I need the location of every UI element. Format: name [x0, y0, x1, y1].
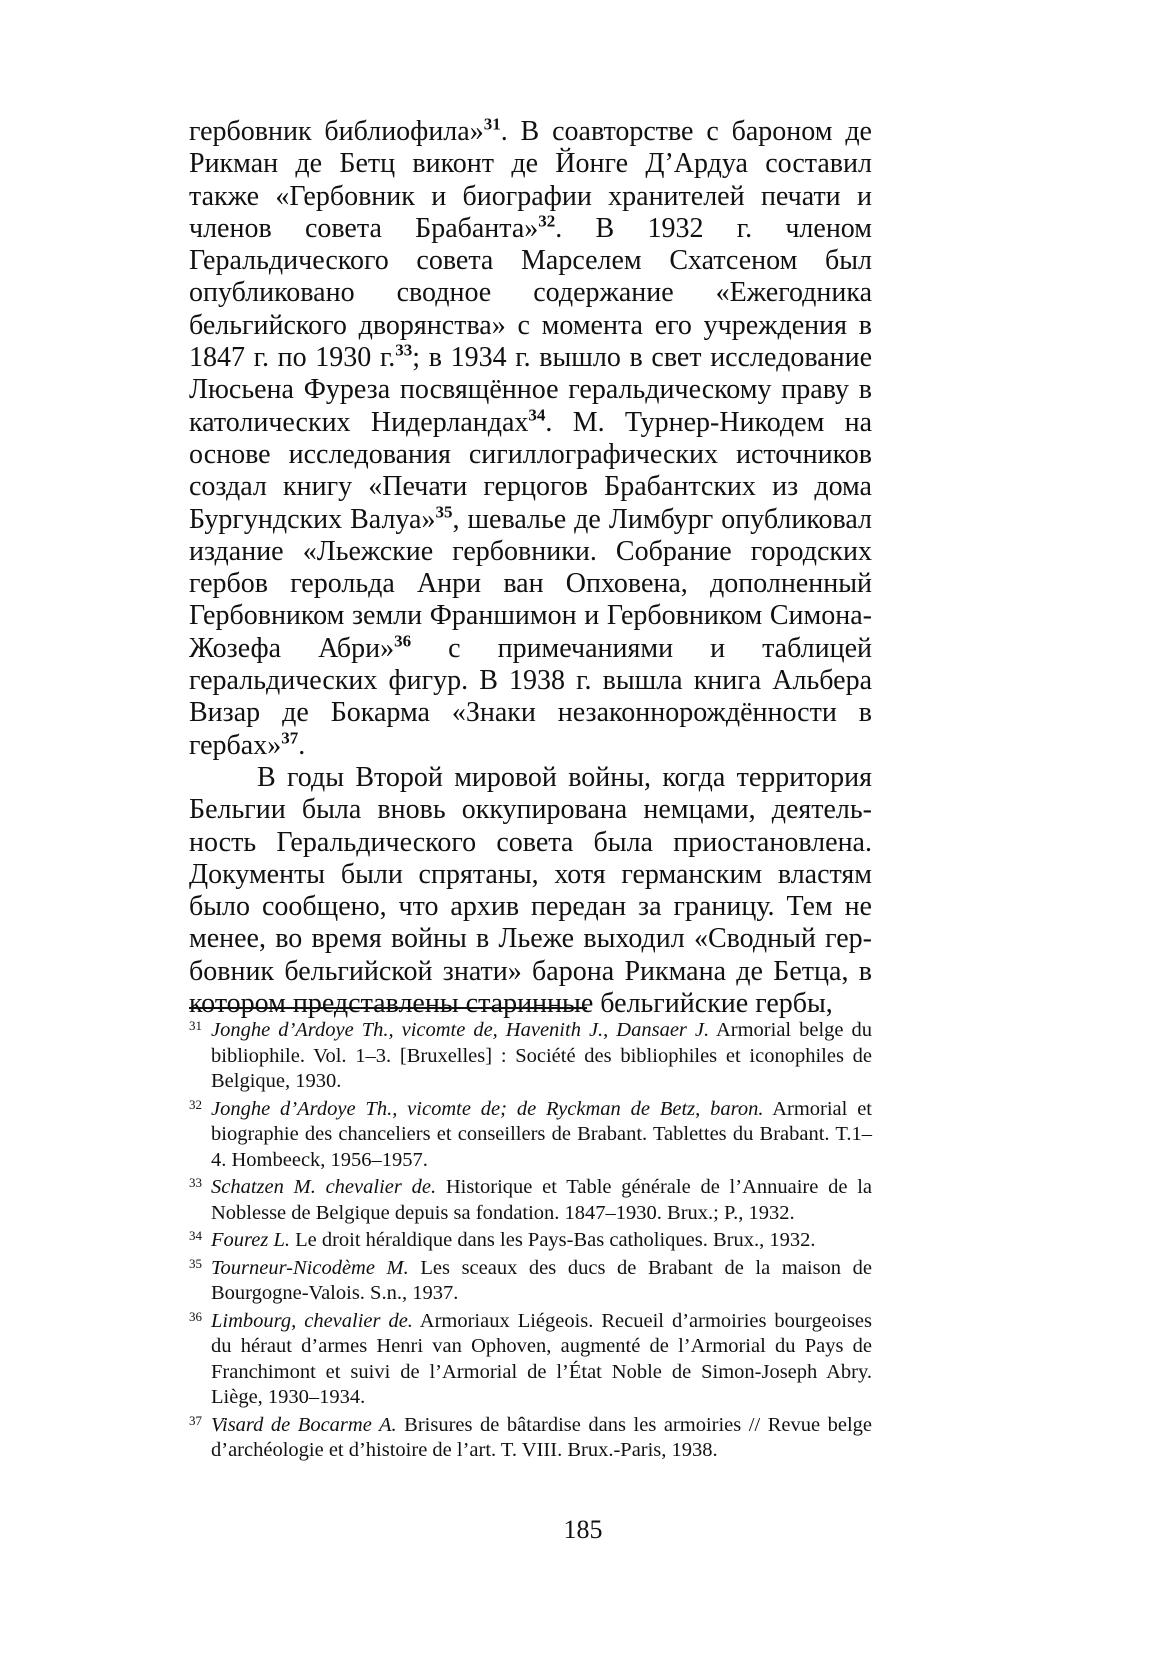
- paragraph: [189, 762, 872, 1020]
- page-number: 185: [563, 1515, 603, 1544]
- footnote-separator: [189, 1007, 587, 1009]
- footnote-ref[interactable]: 32: [538, 211, 556, 231]
- footnote-author: Limbourg, chevalier de.: [211, 1309, 413, 1332]
- footnote-ref[interactable]: 35: [435, 502, 453, 522]
- footnote-number: 36: [189, 1308, 202, 1324]
- text-run: .: [298, 729, 306, 761]
- footnote-ref[interactable]: 31: [483, 114, 501, 134]
- text-run: , шевалье де Лимбург опубликовал издание «Льежские гербовники. Собрание городских гербов герольда Анри ван Опховена, дополненный Гербовником земли Франшимон и Гербовником Симона-Жозефа Абри»: [189, 503, 873, 664]
- footnote-author: Tourneur-Nicodème M.: [211, 1256, 409, 1279]
- text-run: В годы Второй мировой войны, когда территория Бельгии была вновь оккупирована немцами, деятельность Геральдического совета была приостановлена. Документы были спрятаны, хотя германским властям было сообщено, что архив передан за границу. Тем не менее, во время войны в Льеже выходил «Сводный гербовник бельгийской знати» барона Рикмана де Бетца, в котором представлены старинные бельгийские гербы,: [189, 761, 872, 1020]
- footnote-text: Brisures de bâtardise dans les armoiries // Revue belge d’archéologie et d’histoire de l’art. T. VIII. Brux.-Paris, 1938.: [211, 1413, 872, 1461]
- footnote: [189, 1097, 872, 1174]
- footnote-number: 35: [189, 1255, 202, 1271]
- text-run: . В соавторстве с бароном де Рикман де Бетц виконт де Йонге Д’Ардуа составил также «Гербовник и биографии хранителей печати и членов совета Брабанта»: [189, 116, 872, 244]
- text-run: . М. Турнер-Никодем на основе исследования сигиллографических источников создал книгу «Печати герцогов Брабантских из дома Бургундских Валуа»: [189, 406, 872, 535]
- footnote-number: 37: [189, 1412, 202, 1428]
- footnote-author: Jonghe d’Ardoye Th., vicomte de; de Ryckman de Betz, baron.: [211, 1097, 764, 1120]
- footnote: [189, 1413, 872, 1464]
- footnote-number: 34: [189, 1228, 202, 1243]
- footnote-ref[interactable]: 33: [395, 340, 413, 360]
- text-run: с примечаниями и таблицей геральдических фигур. В 1938 г. вышла книга Альбера Визар де Бокарма «Знаки незаконнорождённости в гербах»: [189, 632, 872, 761]
- footnote-author: Visard de Bocarme A.: [211, 1413, 397, 1436]
- footnote-text: Armorial belge du bibliophile. Vol. 1–3. [Bruxelles] : Société des bibliophiles et iconophiles de Belgique, 1930.: [211, 1019, 872, 1092]
- footnote-ref[interactable]: 36: [394, 631, 412, 651]
- footnote-text: Les sceaux des ducs de Brabant de la maison de Bourgogne-Valois. S.n., 1937.: [211, 1256, 872, 1304]
- footnote: [189, 1228, 872, 1254]
- text-run: . В 1932 г. членом Геральдического совета Марселем Схатсеном был опубликовано сводное содержание «Ежегодника бельгийского дворянства» с момента его учреждения в 1847 г. по 1930 г.: [189, 212, 872, 374]
- footnote-text: Armorial et biographie des chanceliers et conseillers de Brabant. Tablettes du Brabant. T.1–4. Hombeeck, 1956–1957.: [211, 1097, 872, 1171]
- footnote-text: Historique et Table générale de l’Annuaire de la Noblesse de Belgique depuis sa fondation. 1847–1930. Brux.; P., 1932.: [211, 1176, 872, 1224]
- footnotes: [189, 1018, 872, 1466]
- footnote-author: Jonghe d’Ardoye Th., vicomte de, Havenith J., Dansaer J.: [211, 1019, 710, 1041]
- paragraph: [189, 116, 872, 762]
- footnote: [189, 1175, 872, 1226]
- footnote-number: 32: [189, 1096, 202, 1112]
- footnote-ref[interactable]: 34: [528, 405, 546, 425]
- text-run: гербовник библиофила»: [189, 116, 484, 147]
- footnote-number: 33: [189, 1175, 202, 1190]
- footnote-text: Le droit héraldique dans les Pays-Bas catholiques. Brux., 1932.: [289, 1229, 816, 1251]
- footnote-author: Schatzen M. chevalier de.: [211, 1176, 437, 1198]
- footnote: [189, 1309, 872, 1411]
- text-run: ; в 1934 г. вышло в свет исследование Люсьена Фуреза посвящённое геральдическому праву в католических Нидерландах: [189, 342, 872, 438]
- footnote-author: Fourez L.: [211, 1229, 290, 1251]
- footnote-ref[interactable]: 37: [281, 728, 299, 748]
- footnote-text: Armoriaux Liégeois. Recueil d’armoiries bourgeoises du héraut d’armes Henri van Ophoven, augmenté de l’Armorial du Pays de Franchimont et suivi de l’Armorial de l’État Noble de Simon-Joseph Abry. Liège, 1930–1934.: [211, 1309, 872, 1408]
- main-text: [189, 116, 872, 1020]
- footnote: [189, 1256, 872, 1307]
- footnote: [189, 1018, 872, 1095]
- footnote-number: 31: [189, 1018, 202, 1033]
